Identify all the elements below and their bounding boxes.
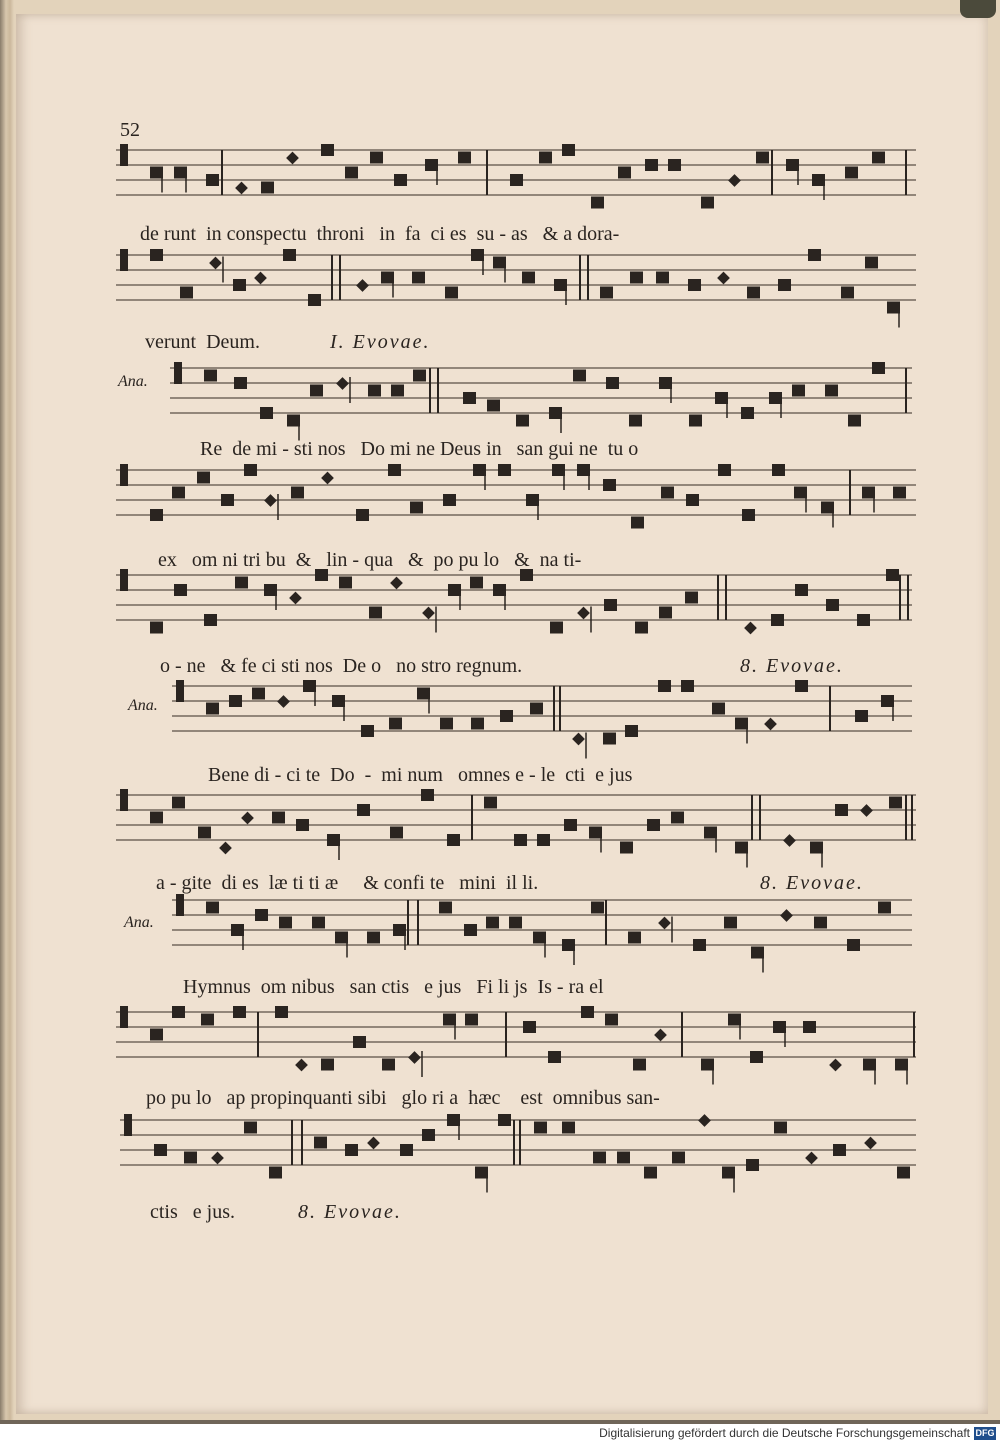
square-note (327, 834, 340, 846)
square-note (741, 407, 754, 419)
square-note (244, 1122, 257, 1134)
square-note (549, 407, 562, 419)
c-clef (120, 1006, 128, 1028)
square-note (261, 182, 274, 194)
square-note (458, 152, 471, 164)
lyrics-line-1: de runt in conspectu throni in fa ci es su - as & a dora- (140, 223, 620, 245)
rhombus-note (321, 472, 334, 485)
square-note (718, 464, 731, 476)
square-note (630, 272, 643, 284)
square-note (197, 472, 210, 484)
square-note (206, 902, 219, 914)
lyrics-line-3: Re de mi - sti nos Do mi ne Deus in san gui ne tu o (200, 438, 639, 460)
square-note (742, 509, 755, 521)
rhombus-note (336, 377, 349, 390)
square-note (184, 1152, 197, 1164)
lyrics-line-8: Hymnus om nibus san ctis e jus Fi li js Is - ra el (183, 976, 604, 998)
square-note (771, 614, 784, 626)
square-note (272, 812, 285, 824)
square-note (581, 1006, 594, 1018)
square-note (234, 377, 247, 389)
square-note (644, 1167, 657, 1179)
square-note (393, 924, 406, 936)
c-clef (120, 569, 128, 591)
square-note (751, 947, 764, 959)
square-note (361, 725, 374, 737)
square-note (841, 287, 854, 299)
lyrics-line-10: ctis e jus. (150, 1201, 235, 1223)
square-note (201, 1014, 214, 1026)
square-note (659, 607, 672, 619)
square-note (728, 1014, 741, 1026)
rhombus-note (241, 812, 254, 825)
square-note (773, 1021, 786, 1033)
antiphon-label-2: Ana. (128, 697, 158, 714)
square-note (603, 733, 616, 745)
rhombus-note (860, 804, 873, 817)
square-note (724, 917, 737, 929)
square-note (150, 167, 163, 179)
square-note (635, 622, 648, 634)
square-note (381, 272, 394, 284)
square-note (367, 932, 380, 944)
square-note (443, 494, 456, 506)
square-note (552, 464, 565, 476)
square-note (345, 1144, 358, 1156)
square-note (715, 392, 728, 404)
square-note (370, 152, 383, 164)
square-note (792, 385, 805, 397)
square-note (821, 502, 834, 514)
square-note (310, 385, 323, 397)
square-note (591, 197, 604, 209)
square-note (659, 377, 672, 389)
square-note (533, 932, 546, 944)
square-note (668, 159, 681, 171)
square-note (445, 287, 458, 299)
square-note (353, 1036, 366, 1048)
square-note (722, 1167, 735, 1179)
square-note (603, 479, 616, 491)
square-note (279, 917, 292, 929)
square-note (172, 797, 185, 809)
square-note (413, 370, 426, 382)
square-note (606, 377, 619, 389)
square-note (593, 1152, 606, 1164)
square-note (814, 917, 827, 929)
square-note (471, 718, 484, 730)
square-note (233, 1006, 246, 1018)
rhombus-note (744, 622, 757, 635)
square-note (750, 1051, 763, 1063)
rhombus-note (289, 592, 302, 605)
square-note (895, 1059, 908, 1071)
square-note (150, 812, 163, 824)
square-note (312, 917, 325, 929)
rhombus-note (780, 909, 793, 922)
square-note (448, 584, 461, 596)
square-note (150, 509, 163, 521)
square-note (283, 249, 296, 261)
antiphon-label-3: Ana. (124, 914, 154, 931)
square-note (812, 174, 825, 186)
c-clef (124, 1114, 132, 1136)
square-note (417, 688, 430, 700)
lyrics-line-4: ex om ni tri bu & lin - qua & po pu lo & na ti- (158, 549, 582, 571)
square-note (296, 819, 309, 831)
c-clef (120, 249, 128, 271)
square-note (233, 279, 246, 291)
square-note (795, 680, 808, 692)
antiphon-label-1: Ana. (118, 373, 148, 390)
square-note (550, 622, 563, 634)
rhombus-note (864, 1137, 877, 1150)
square-note (314, 1137, 327, 1149)
rhombus-note (422, 607, 435, 620)
square-note (633, 1059, 646, 1071)
square-note (498, 1114, 511, 1126)
square-note (204, 614, 217, 626)
square-note (772, 464, 785, 476)
lyrics-line-10-evovae: 8. Evovae. (298, 1201, 402, 1223)
c-clef (176, 894, 184, 916)
rhombus-note (367, 1137, 380, 1150)
square-note (689, 415, 702, 427)
square-note (400, 1144, 413, 1156)
square-note (826, 599, 839, 611)
rhombus-note (254, 272, 267, 285)
square-note (235, 577, 248, 589)
square-note (464, 924, 477, 936)
square-note (154, 1144, 167, 1156)
rhombus-note (219, 842, 232, 855)
square-note (671, 812, 684, 824)
square-note (440, 718, 453, 730)
square-note (577, 464, 590, 476)
square-note (425, 159, 438, 171)
square-note (878, 902, 891, 914)
square-note (443, 1014, 456, 1026)
square-note (447, 1114, 460, 1126)
square-note (681, 680, 694, 692)
square-note (658, 680, 671, 692)
square-note (803, 1021, 816, 1033)
square-note (825, 385, 838, 397)
square-note (335, 932, 348, 944)
square-note (510, 174, 523, 186)
square-note (701, 197, 714, 209)
square-note (889, 797, 902, 809)
square-note (357, 804, 370, 816)
square-note (368, 385, 381, 397)
rhombus-note (572, 733, 585, 746)
square-note (855, 710, 868, 722)
rhombus-note (295, 1059, 308, 1072)
square-note (778, 279, 791, 291)
c-clef (174, 362, 182, 384)
digitization-footer (0, 1424, 1000, 1444)
square-note (693, 939, 706, 951)
rhombus-note (717, 272, 730, 285)
square-note (756, 152, 769, 164)
square-note (794, 487, 807, 499)
square-note (172, 1006, 185, 1018)
rhombus-note (783, 834, 796, 847)
square-note (244, 464, 257, 476)
square-note (672, 1152, 685, 1164)
square-note (686, 494, 699, 506)
square-note (412, 272, 425, 284)
square-note (484, 797, 497, 809)
square-note (631, 517, 644, 529)
square-note (345, 167, 358, 179)
lyrics-line-2: verunt Deum. (145, 331, 260, 353)
square-note (229, 695, 242, 707)
rhombus-note (577, 607, 590, 620)
square-note (206, 174, 219, 186)
square-note (862, 487, 875, 499)
square-note (530, 703, 543, 715)
lyrics-line-9: po pu lo ap propinquanti sibi glo ri a hæc est omnibus san- (146, 1087, 660, 1109)
square-note (150, 622, 163, 634)
square-note (493, 584, 506, 596)
square-note (369, 607, 382, 619)
square-note (847, 939, 860, 951)
rhombus-note (654, 1029, 667, 1042)
square-note (746, 1159, 759, 1171)
square-note (645, 159, 658, 171)
square-note (712, 703, 725, 715)
square-note (174, 584, 187, 596)
square-note (786, 159, 799, 171)
square-note (447, 834, 460, 846)
lyrics-line-7-evovae: 8. Evovae. (760, 872, 864, 894)
square-note (526, 494, 539, 506)
c-clef (120, 789, 128, 811)
square-note (564, 819, 577, 831)
square-note (516, 415, 529, 427)
square-note (221, 494, 234, 506)
rhombus-note (408, 1051, 421, 1064)
square-note (463, 392, 476, 404)
square-note (893, 487, 906, 499)
square-note (769, 392, 782, 404)
square-note (735, 842, 748, 854)
rhombus-note (235, 182, 248, 195)
square-note (562, 1122, 575, 1134)
square-note (591, 902, 604, 914)
square-note (539, 152, 552, 164)
square-note (255, 909, 268, 921)
square-note (523, 1021, 536, 1033)
square-note (269, 1167, 282, 1179)
funding-credit: Digitalisierung gefördert durch die Deutsche Forschungsgemeinschaft (599, 1426, 970, 1440)
square-note (620, 842, 633, 854)
square-note (475, 1167, 488, 1179)
square-note (848, 415, 861, 427)
rhombus-note (277, 695, 290, 708)
square-note (260, 407, 273, 419)
square-note (573, 370, 586, 382)
c-clef (120, 144, 128, 166)
square-note (872, 362, 885, 374)
square-note (618, 167, 631, 179)
square-note (548, 1051, 561, 1063)
square-note (604, 599, 617, 611)
c-clef (120, 464, 128, 486)
square-note (897, 1167, 910, 1179)
square-note (600, 287, 613, 299)
square-note (321, 144, 334, 156)
square-note (287, 415, 300, 427)
rhombus-note (829, 1059, 842, 1072)
square-note (204, 370, 217, 382)
page-number: 52 (120, 119, 140, 141)
lyrics-line-6: Bene di - ci te Do - mi num omnes e - le cti e jus (208, 764, 633, 786)
square-note (231, 924, 244, 936)
square-note (174, 167, 187, 179)
square-note (774, 1122, 787, 1134)
square-note (321, 1059, 334, 1071)
square-note (465, 1014, 478, 1026)
rhombus-note (658, 917, 671, 930)
square-note (537, 834, 550, 846)
square-note (881, 695, 894, 707)
square-note (356, 509, 369, 521)
square-note (685, 592, 698, 604)
lyrics-line-5-evovae: 8. Evovae. (740, 655, 844, 677)
square-note (845, 167, 858, 179)
square-note (264, 584, 277, 596)
square-note (391, 385, 404, 397)
square-note (534, 1122, 547, 1134)
square-note (886, 569, 899, 581)
square-note (795, 584, 808, 596)
square-note (291, 487, 304, 499)
square-note (473, 464, 486, 476)
square-note (332, 695, 345, 707)
square-note (857, 614, 870, 626)
square-note (747, 287, 760, 299)
square-note (487, 400, 500, 412)
square-note (500, 710, 513, 722)
square-note (206, 703, 219, 715)
square-note (865, 257, 878, 269)
square-note (394, 174, 407, 186)
square-note (625, 725, 638, 737)
square-note (661, 487, 674, 499)
rhombus-note (390, 577, 403, 590)
square-note (629, 415, 642, 427)
square-note (554, 279, 567, 291)
square-note (498, 464, 511, 476)
square-note (704, 827, 717, 839)
square-note (486, 917, 499, 929)
square-note (150, 1029, 163, 1041)
dfg-logo: DFG (975, 1428, 995, 1438)
square-note (562, 144, 575, 156)
square-note (833, 1144, 846, 1156)
rhombus-note (805, 1152, 818, 1165)
square-note (382, 1059, 395, 1071)
square-note (421, 789, 434, 801)
rhombus-note (209, 257, 222, 270)
lyrics-line-5: o - ne & fe ci sti nos De o no stro regnum. (160, 655, 523, 677)
rhombus-note (698, 1114, 711, 1127)
square-note (172, 487, 185, 499)
lyrics-line-2-evovae: I. Evovae. (330, 331, 431, 353)
square-note (701, 1059, 714, 1071)
square-note (810, 842, 823, 854)
square-note (647, 819, 660, 831)
square-note (514, 834, 527, 846)
square-note (605, 1014, 618, 1026)
square-note (863, 1059, 876, 1071)
square-note (887, 302, 900, 314)
square-note (389, 718, 402, 730)
square-note (617, 1152, 630, 1164)
rhombus-note (728, 174, 741, 187)
square-note (308, 294, 321, 306)
square-note (835, 804, 848, 816)
square-note (735, 718, 748, 730)
square-note (390, 827, 403, 839)
rhombus-note (286, 152, 299, 165)
square-note (275, 1006, 288, 1018)
square-note (422, 1129, 435, 1141)
square-note (388, 464, 401, 476)
rhombus-note (764, 718, 777, 731)
square-note (303, 680, 316, 692)
rhombus-note (211, 1152, 224, 1165)
square-note (522, 272, 535, 284)
square-note (656, 272, 669, 284)
c-clef (176, 680, 184, 702)
square-note (471, 249, 484, 261)
square-note (493, 257, 506, 269)
lyrics-line-7: a - gite di es læ ti ti æ & confi te mini il li. (156, 872, 539, 894)
square-note (198, 827, 211, 839)
square-note (628, 932, 641, 944)
square-note (872, 152, 885, 164)
square-note (180, 287, 193, 299)
square-note (439, 902, 452, 914)
square-note (562, 939, 575, 951)
square-note (589, 827, 602, 839)
square-note (509, 917, 522, 929)
square-note (339, 577, 352, 589)
rhombus-note (356, 279, 369, 292)
square-note (150, 249, 163, 261)
square-note (470, 577, 483, 589)
square-note (688, 279, 701, 291)
rhombus-note (264, 494, 277, 507)
square-note (808, 249, 821, 261)
square-note (252, 688, 265, 700)
square-note (410, 502, 423, 514)
